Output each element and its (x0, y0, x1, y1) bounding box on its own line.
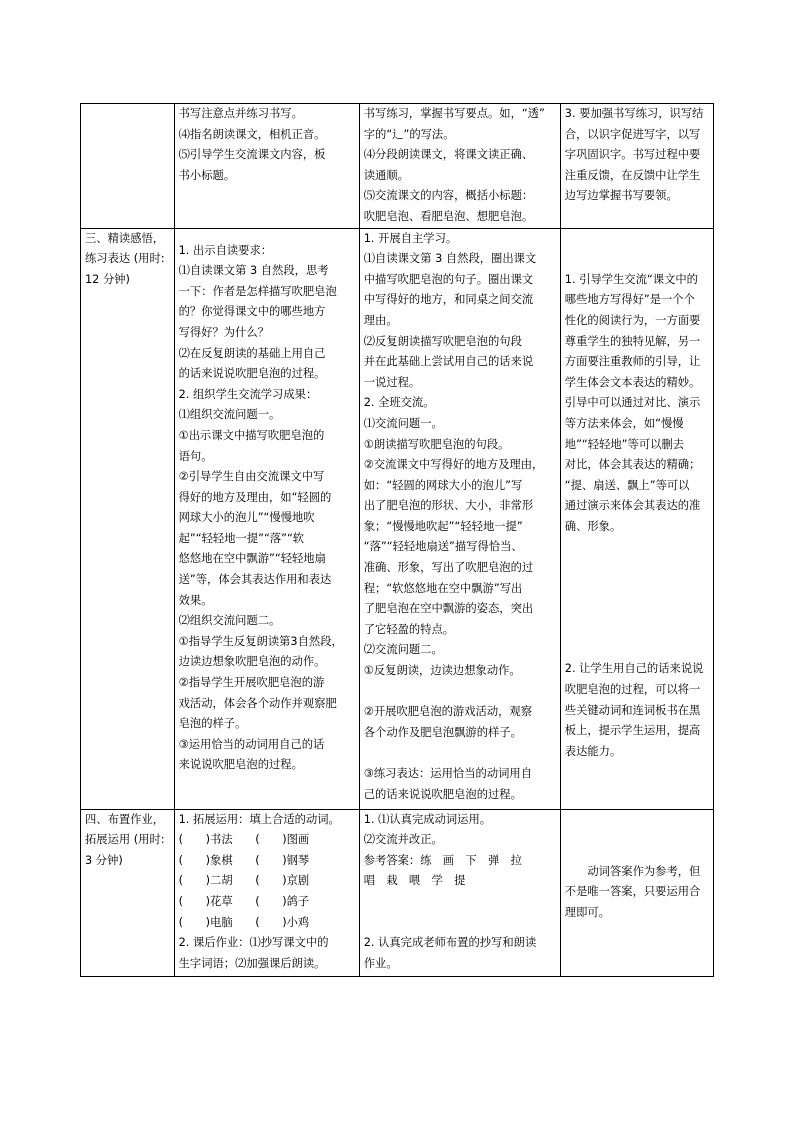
text-line: ⑸引导学生交流课文内容，板 (178, 148, 326, 162)
table-row (81, 104, 714, 229)
stage-label: 练习表达 (用时: (85, 252, 165, 266)
text-line: 效果。 (178, 593, 213, 607)
text-line: “提、扇送、飘上”等可以 (564, 478, 690, 492)
stage-label-cell (81, 809, 175, 976)
text-line: ①朗读描写吹肥皂泡的句段。 (363, 437, 510, 451)
text-line: 吹肥皂泡、看肥皂泡、想肥皂泡。 (363, 209, 534, 223)
text-line: 1. 出示自读要求： (178, 243, 273, 257)
text-line: ⑷分段朗读课文，将课文读正确、 (363, 148, 534, 162)
text-line: 作业。 (363, 956, 398, 970)
text-line: 边读边想象吹肥皂泡的动作。 (178, 655, 326, 669)
student-activity-cell (359, 104, 560, 229)
table-row (81, 228, 714, 809)
text-line: ( )象棋 ( )钢琴 (178, 853, 310, 867)
student-activity-cell (359, 809, 560, 976)
text-line: ⑵组织交流问题二。 (178, 614, 281, 628)
text-line: ⑸交流课文的内容，概括小标题： (363, 189, 534, 203)
text-line: ⑴交流问题一。 (363, 416, 443, 430)
text-line: 尊重学生的独特见解，另一 (564, 334, 701, 348)
text-line: 表达能力。 (564, 744, 622, 758)
text-line: ②交流课文中写得好的地方及理由， (363, 458, 544, 472)
text-line: 对比，体会其表达的精确； (564, 458, 701, 472)
text-line: 唱 栽 喂 学 提 (363, 874, 466, 888)
text-line: 性化的阅读行为，一方面要 (564, 313, 701, 327)
text-line: ⑵交流问题二。 (363, 643, 443, 657)
text-line: 等方法来体会，如“慢慢 (564, 416, 684, 430)
table-row (81, 809, 714, 976)
text-line: 1. 开展自主学习。 (363, 231, 458, 245)
text-line: 确、形象。 (564, 519, 622, 533)
text-line: 参考答案：练 画 下 弹 拉 (363, 853, 522, 867)
text-line: ⑴组织交流问题一。 (178, 408, 281, 422)
text-line: ( )书法 ( )图画 (178, 833, 310, 847)
text-line: 得好的地方及理由，如“轻圆的 (178, 490, 332, 504)
text-line: ( )电脑 ( )小鸡 (178, 915, 310, 929)
text-line: 皂泡的样子。 (178, 717, 247, 731)
text-line: 的？你觉得课文中的哪些地方 (178, 305, 326, 319)
text-line: ⑴自读课文第 3 自然段，圈出课文 (363, 252, 537, 266)
design-notes-cell (560, 809, 713, 976)
text-line: 2. 认真完成老师布置的抄写和朗读 (363, 936, 537, 950)
stage-label-cell (81, 228, 175, 809)
teacher-activity-cell (174, 104, 359, 229)
text-line: 起”“轻轻地一提”“落”“软 (178, 531, 305, 545)
text-line: ⑵反复朗读描写吹肥皂泡的句段 (363, 334, 522, 348)
text-line: 戏活动，体会各个动作并观察肥 (178, 696, 337, 710)
text-line: 地”“轻轻地”等可以删去 (564, 437, 685, 451)
design-notes-cell (560, 228, 713, 809)
text-line: 些关键动词和连词板书在黑 (564, 703, 701, 717)
text-line: 理由。 (363, 313, 398, 327)
text-line: 边写边掌握书写要领。 (564, 189, 678, 203)
text-line: 2. 全班交流。 (363, 396, 435, 410)
text-line: 来说说吹肥皂泡的过程。 (178, 758, 303, 772)
text-line: 理即可。 (564, 905, 610, 919)
text-line: 学生体会文本表达的精妙。 (564, 375, 701, 389)
stage-label-cell (81, 104, 175, 229)
text-line: 不是唯一答案，只要运用合 (564, 885, 701, 899)
text-line: ②引导学生自由交流课文中写 (178, 470, 325, 484)
text-line: 语句。 (178, 449, 213, 463)
stage-label: 12 分钟) (85, 272, 130, 286)
text-line: 引导中可以通过对比、演示 (564, 396, 701, 410)
text-line: 吹肥皂泡的过程，可以将一 (564, 683, 701, 697)
text-line: 了肥皂泡在空中飘游的姿态，突出 (363, 602, 534, 616)
text-line: ②指导学生开展吹肥皂泡的游 (178, 676, 325, 690)
text-line: 己的话来说说吹肥皂泡的过程。 (363, 787, 522, 801)
stage-label: 3 分钟) (85, 853, 123, 867)
stage-label: 三、精读感悟， (85, 231, 165, 245)
text-line: ( )花草 ( )鸽子 (178, 894, 310, 908)
text-line: ①指导学生反复朗读第3自然段， (178, 634, 343, 648)
text-line: 准确、形象，写出了吹肥皂泡的过 (363, 561, 534, 575)
text-line: 2. 组织学生交流学习成果： (178, 387, 318, 401)
text-line: ①出示课文中描写吹肥皂泡的 (178, 428, 325, 442)
text-line: ①反复朗读，边读边想象动作。 (363, 664, 521, 678)
text-line: 1. 引导学生交流“课文中的 (564, 272, 698, 286)
text-line: 2. 课后作业：⑴抄写课文中的 (178, 936, 329, 950)
text-line: ⑵交流并改正。 (363, 833, 443, 847)
text-line: 哪些地方写得好”是一个个 (564, 293, 695, 307)
text-line: ( )二胡 ( )京剧 (178, 874, 310, 888)
text-line: 中描写吹肥皂泡的句子。圈出课文 (363, 272, 534, 286)
text-line: 了它轻盈的特点。 (363, 622, 455, 636)
text-line: 读通顺。 (363, 168, 409, 182)
text-line: “落”“轻轻地扇送”描写得恰当、 (363, 540, 523, 554)
text-line: 中写得好的地方，和同桌之间交流 (363, 293, 534, 307)
text-line: 板上，提示学生运用，提高 (564, 724, 701, 738)
text-line: 动词答案作为参考，但 (564, 864, 701, 878)
text-line: ⑵在反复朗读的基础上用自己 (178, 346, 326, 360)
text-line: 写得好？为什么？ (178, 325, 269, 339)
text-line: 出了肥皂泡的形状、大小，非常形 (363, 499, 534, 513)
text-line: 一下：作者是怎样描写吹肥皂泡 (178, 284, 337, 298)
text-line: 书写练习，掌握书写要点。如，“透” (363, 107, 545, 120)
stage-label: 拓展运用 (用时: (85, 833, 165, 847)
text-line: 送”等，体会其表达作用和表达 (178, 573, 332, 587)
text-line: 程；“软悠悠地在空中飘游”写出 (363, 581, 523, 595)
text-line: 一说过程。 (363, 375, 421, 389)
teacher-activity-cell (174, 809, 359, 976)
text-line: 通过演示来体会其表达的准 (564, 499, 701, 513)
lesson-plan-table (80, 103, 714, 977)
text-line: 1. ⑴认真完成动词运用。 (363, 812, 492, 826)
text-line: 2. 让学生用自己的话来说说 (564, 662, 704, 676)
stage-label: 四、布置作业， (85, 812, 165, 826)
text-line: 网球大小的泡儿”“慢慢地吹 (178, 511, 315, 525)
text-line: 方面要注重教师的引导，让 (564, 355, 701, 369)
text-line: ⑷指名朗读课文，相机正音。 (178, 127, 326, 141)
teacher-activity-cell (174, 228, 359, 809)
text-line: 合，以识字促进写字，以写 (564, 127, 701, 141)
text-line: 如：“轻圆的网球大小的泡儿”写 (363, 478, 523, 492)
text-line: ⑴自读课文第 3 自然段，思考 (178, 264, 329, 278)
text-line: 3. 要加强书写练习，识写结 (564, 107, 704, 120)
text-line: 注重反馈，在反馈中让学生 (564, 168, 701, 182)
text-line: ②开展吹肥皂泡的游戏活动，观察 (363, 705, 533, 719)
text-line: 悠悠地在空中飘游”“轻轻地扇 (178, 552, 326, 566)
text-line: ③练习表达：运用恰当的动词用自 (363, 767, 533, 780)
text-line: 并在此基础上尝试用自己的话来说 (363, 355, 534, 369)
text-line: 各个动作及肥皂泡飘游的样子。 (363, 725, 522, 739)
text-line: 书写注意点并练习书写。 (178, 107, 303, 120)
text-line: 字巩固识字。书写过程中要 (564, 148, 701, 162)
text-line: 象；“慢慢地吹起”“轻轻地一提” (363, 519, 523, 533)
text-line: ③运用恰当的动词用自己的话 (178, 737, 325, 751)
student-activity-cell (359, 228, 560, 809)
text-line: 生字词语；⑵加强课后朗读。 (178, 956, 326, 970)
text-line: 1. 拓展运用：填上合适的动词。 (178, 812, 340, 826)
text-line: 字的“辶”的写法。 (363, 127, 455, 141)
design-notes-cell (560, 104, 713, 229)
text-line: 书小标题。 (178, 168, 236, 182)
text-line: 的话来说说吹肥皂泡的过程。 (178, 367, 326, 381)
